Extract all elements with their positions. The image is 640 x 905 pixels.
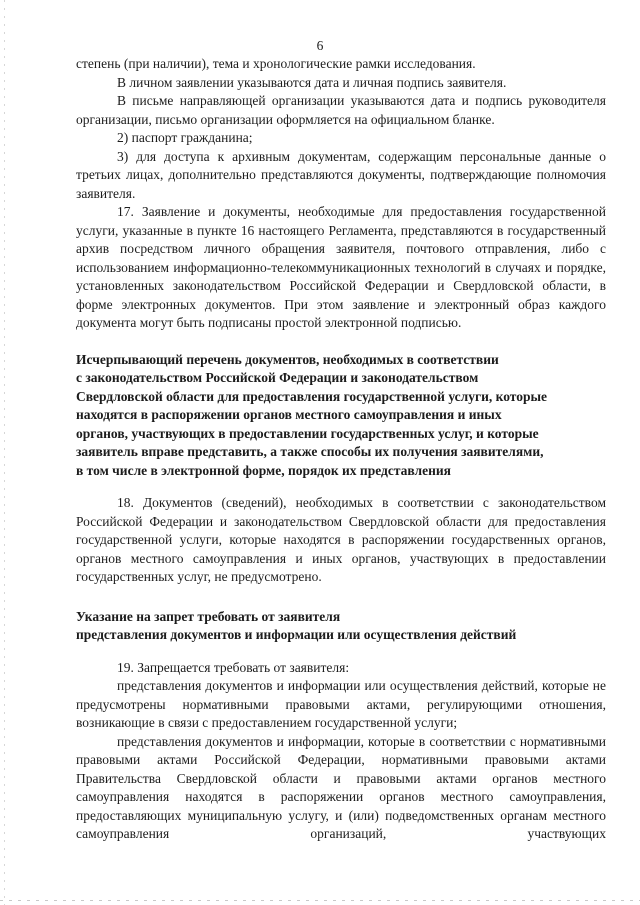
paragraph: представления документов и информации или осуществления действий, которые не предусмотрены нормативными правовыми актами, регулирующими отношения, возникающие в связи с предоставлением государственной услуги; — [76, 678, 606, 730]
heading-line: в том числе в электронной форме, порядок их представления — [76, 462, 451, 478]
paragraph-19: 19. Запрещается требовать от заявителя: — [117, 659, 350, 675]
bottom-paragraphs — [76, 659, 606, 844]
paragraph: 3) для доступа к архивным документам, содержащим персональные данные о третьих лицах, дополнительно представляются документы, подтверждающие полномочия заявителя. — [76, 148, 606, 201]
heading-line: Свердловской области для предоставления государственной услуги, которые — [76, 388, 548, 404]
top-paragraphs — [76, 55, 606, 333]
paragraph: 2) паспорт гражданина; — [117, 130, 253, 145]
heading-line: с законодательством Российской Федерации и законодательством — [76, 370, 479, 385]
heading-line: заявитель вправе представить, а также способы их получения заявителями, — [76, 444, 544, 459]
heading-line: органов, участвующих в предоставлении государственных услуг, и которые — [76, 425, 539, 441]
heading-line: представления документов и информации или осуществления действий — [76, 627, 517, 642]
heading-line: Указание на запрет требовать от заявителя — [76, 608, 341, 624]
paragraph: В личном заявлении указываются дата и личная подпись заявителя. — [117, 74, 507, 90]
heading-line: Исчерпывающий перечень документов, необходимых в соответствии — [76, 351, 499, 367]
page-number: 6 — [316, 38, 324, 53]
paragraph: В письме направляющей организации указываются дата и подпись руководителя организации, письмо организации оформляется на официальном бланке. — [76, 93, 606, 127]
section-heading-documents-list — [76, 351, 606, 481]
scan-edge-artifact — [0, 900, 640, 901]
paragraph: степень (при наличии), тема и хронологические рамки исследования. — [76, 56, 476, 71]
document-body — [76, 55, 606, 844]
scan-edge-artifact — [4, 0, 5, 905]
paragraph-18: 18. Документов (сведений), необходимых в соответствии с законодательством Российской Федерации и законодательством Свердловской области для предоставления государственной услуги, которые находятся в распоряжении государственных органов, органов местного самоуправления и иных органов, участвующих в предоставлении государственных услуг, не предусмотрено. — [76, 495, 606, 584]
paragraph-continued: представления документов и информации, которые в соответствии с нормативными правовыми актами Российской Федерации, нормативными правовыми актами Правительства Свердловской области и правовыми актами органов местного самоуправления находятся в распоряжении органов местного самоуправления, предоставляющих муниципальную услугу, и (или) подведомственных органам местного самоуправления организаций, участвующих — [76, 733, 606, 841]
section-heading-prohibition — [76, 608, 606, 645]
heading-line: находятся в распоряжении органов местного самоуправления и иных — [76, 407, 502, 422]
paragraph-17: 17. Заявление и документы, необходимые для предоставления государственной услуги, указанные в пункте 16 настоящего Регламента, представляются в государственный архив посредством личного обращения заявителя, почтового отправления, либо с использованием информационно-телекоммуникационных технологий в случаях и порядке, установленных законодательством Российской Федерации и Свердловской области, в форме электронных документов. При этом заявление и электронный образ каждого документа могут быть подписаны простой электронной подписью. — [76, 204, 606, 330]
